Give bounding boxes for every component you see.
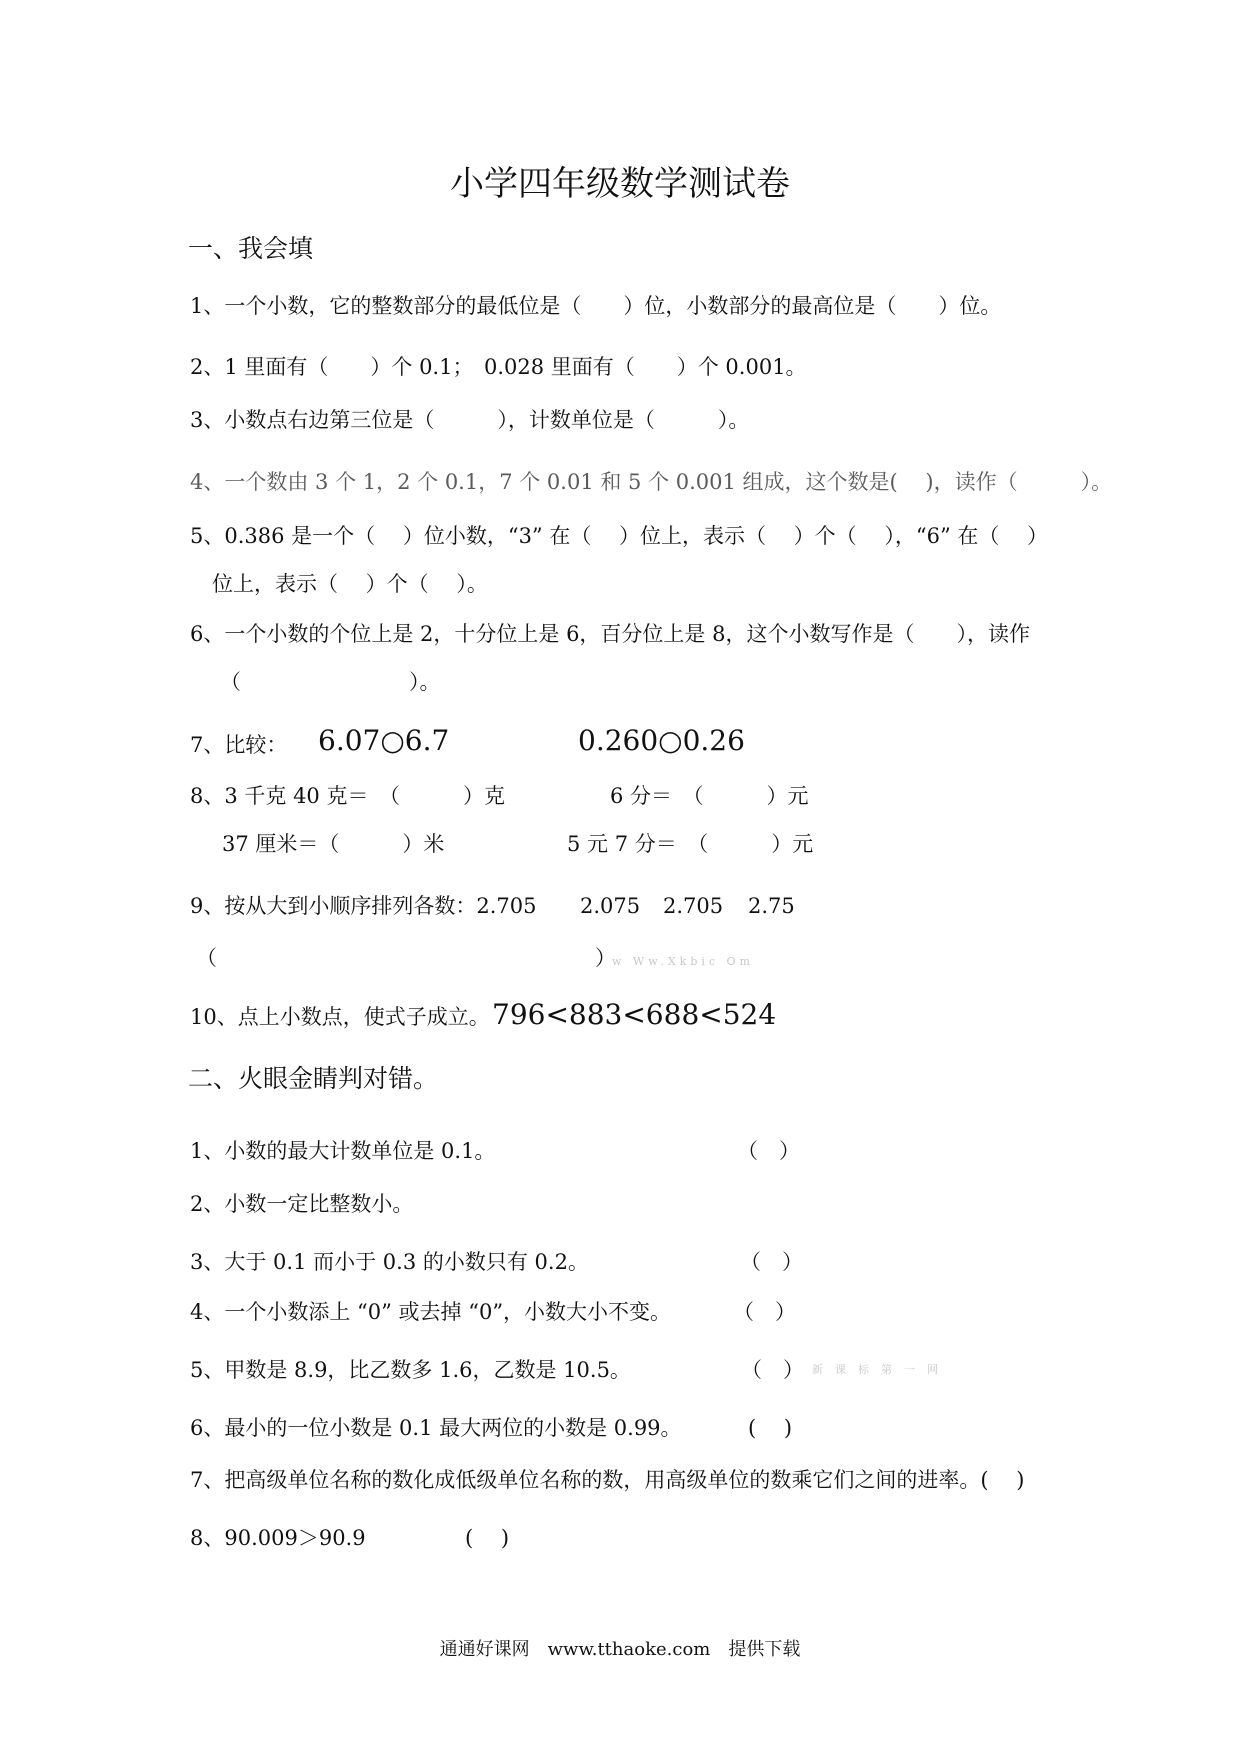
question-5-line1: 5、0.386 是一个（ ）位小数，“3” 在（ ）位上，表示（ ）个（ ），“6” 在（ ）	[190, 524, 1049, 548]
question-5-line2: 位上，表示（ ）个（ ）。	[212, 572, 488, 596]
judgement-paren-6: ( )	[748, 1416, 793, 1440]
question-10-expression: 796<883<688<524	[492, 998, 777, 1031]
question-7-label: 7、比较：	[190, 733, 288, 757]
question-6-line1: 6、一个小数的个位上是 2，十分位上是 6，百分位上是 8，这个小数写作是（ ），读作	[190, 622, 1030, 646]
watermark-1: w Ww.Xkbic Om	[612, 955, 754, 968]
question-1: 1、一个小数，它的整数部分的最低位是（ ）位，小数部分的最高位是（ ）位。	[190, 294, 1002, 318]
question-8-line2-a: 37 厘米＝（ ）米	[222, 832, 445, 856]
question-4: 4、一个数由 3 个 1，2 个 0.1，7 个 0.01 和 5 个 0.001 组成，这个数是( )，读作（ ）。	[190, 470, 1113, 494]
judgement-paren-3: （ ）	[740, 1250, 803, 1274]
question-8-line2-b: 5 元 7 分＝ （ ）元	[567, 832, 814, 856]
page-footer: 通通好课网 www.tthaoke.com 提供下载	[439, 1639, 801, 1660]
judgement-paren-4: （ ）	[733, 1300, 796, 1324]
question-10-label: 10、点上小数点，使式子成立。	[190, 1005, 490, 1029]
question-2: 2、1 里面有（ ）个 0.1； 0.028 里面有（ ）个 0.001。	[190, 355, 807, 379]
question-7-expression-2: 0.260○0.26	[578, 724, 745, 757]
question-7-expression-1: 6.07○6.7	[318, 724, 450, 757]
question-8-line1-b: 6 分＝ （ ）元	[610, 784, 809, 808]
judgement-item-6: 6、最小的一位小数是 0.1 最大两位的小数是 0.99。	[190, 1416, 682, 1440]
section1-heading: 一、我会填	[188, 234, 314, 263]
section2-heading: 二、火眼金睛判对错。	[188, 1064, 439, 1093]
question-9-number-3: 2.75	[748, 894, 795, 918]
question-3: 3、小数点右边第三位是（ ），计数单位是（ ）。	[190, 408, 750, 432]
judgement-item-2: 2、小数一定比整数小。	[190, 1192, 414, 1216]
judgement-item-4: 4、一个小数添上 “0” 或去掉 “0”，小数大小不变。	[190, 1300, 672, 1324]
judgement-item-8: 8、90.009＞90.9	[190, 1526, 366, 1550]
watermark-2: 新课标第一网	[812, 1363, 950, 1376]
question-9-label: 9、按从大到小顺序排列各数：2.705	[190, 894, 537, 918]
question-6-line2: （ ）。	[220, 670, 441, 694]
judgement-item-1: 1、小数的最大计数单位是 0.1。	[190, 1139, 496, 1163]
question-9-number-2: 2.705	[663, 894, 724, 918]
judgement-item-3: 3、大于 0.1 而小于 0.3 的小数只有 0.2。	[190, 1250, 589, 1274]
question-9-number-1: 2.075	[580, 894, 641, 918]
judgement-paren-5: （ ）	[741, 1358, 804, 1382]
question-8-line1-a: 8、3 千克 40 克＝ （ ）克	[190, 784, 505, 808]
question-9-answer: （ ）	[196, 946, 616, 970]
judgement-item-5: 5、甲数是 8.9，比乙数多 1.6，乙数是 10.5。	[190, 1358, 631, 1382]
judgement-paren-8: ( )	[465, 1526, 510, 1550]
page-title: 小学四年级数学测试卷	[450, 164, 790, 204]
judgement-item-7: 7、把高级单位名称的数化成低级单位名称的数，用高级单位的数乘它们之间的进率。( )	[190, 1468, 1025, 1492]
judgement-paren-1: （ ）	[737, 1139, 800, 1163]
